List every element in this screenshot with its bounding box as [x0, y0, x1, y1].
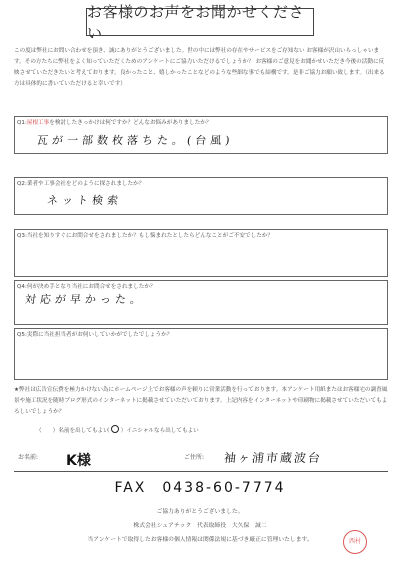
footer-company: 株式会社シェアテック 代表取締役 大久保 誠二 [133, 523, 267, 529]
question-1-box [14, 116, 388, 154]
question-4-prefix: Q4: [17, 284, 27, 290]
name-label: お名前: [18, 454, 39, 461]
page-title-text: お客様のお声をお聞かせください [87, 3, 305, 42]
fax-number: FAX 0438-60-7774 [114, 480, 286, 496]
question-5-label [17, 330, 172, 338]
address-label: ご住所: [184, 454, 205, 461]
publication-notice [14, 385, 388, 418]
page-title [86, 3, 314, 42]
question-1-highlight: 屋根工事 [26, 120, 50, 126]
name-value: K様 [66, 453, 91, 469]
question-4-answer: 対応が早かった。 [24, 293, 146, 306]
question-4-label [17, 282, 156, 290]
seal-stamp-text: 西村 [348, 538, 361, 545]
question-4-box [14, 280, 388, 325]
question-5-box [14, 328, 388, 380]
question-2-box [14, 177, 388, 215]
question-3-text: 当社を知りすぐにお問合せをされましたか？もし悩まれたとしたらどんなことがご不安でしたか？ [26, 233, 273, 239]
option-name-permission[interactable]: （ ）名前を出してもよい [36, 428, 109, 434]
question-5-text: 実際に当社担当者がお伺いしていかがでしたでしょうか？ [26, 332, 173, 338]
question-1-answer: 瓦が一部数枚落ちた。(台風) [36, 134, 235, 147]
question-3-box [14, 229, 388, 277]
question-3-label [17, 231, 273, 239]
seal-stamp [343, 530, 367, 554]
footer-thanks: ご協力ありがとうございました。 [156, 509, 244, 515]
question-2-prefix: Q2: [17, 181, 27, 187]
customer-info-row [14, 450, 388, 472]
intro-text [14, 46, 388, 90]
question-2-text: 業者や工事会社をどのように探されましたか？ [26, 181, 145, 187]
address-value: 袖ヶ浦市蔵波台 [223, 451, 323, 465]
permission-options [14, 426, 388, 438]
option-initial-permission[interactable]: （ ）イニシャルなら出してもよい [104, 428, 199, 434]
question-1-text: を検討したきっかけは何ですか？どんなお悩みがありましたか？ [49, 120, 212, 126]
circle-check-mark [111, 425, 119, 433]
publication-notice-text: ★弊社は広告宣伝費を極力かけない為にホームページ上でお客様の声を頼りに営業活動を行っております。本アンケート用紙またはお客様宅の調査風景や施工状況を随時ブログ形式のインターネットに掲載させていただいております。上記内容をインターネットや印刷物に掲載させていただいてもよろしいでしょうか？ [14, 387, 388, 415]
question-2-answer: ネット検索 [46, 194, 123, 207]
question-5-prefix: Q5: [17, 332, 27, 338]
intro-paragraph: この度は弊社にお問い合わせを頂き、誠にありがとうございました。世の中には弊社の存在やサービスをご存知ない お客様が沢山いらっしゃいます。その方たちに弊社をよく知っていただくためのアンケートにご協力いただけるでしょうか？ お客様のご意見をお聞かせいただき今後の活動に反映させていただきたいと考えております。良かったこと、嬉しかったことなどのような些細な事でも結構です。是非ご協力お願い致します。（出来る方は具体的に書いていただけると幸いです） [14, 48, 385, 87]
question-2-label [17, 179, 144, 187]
question-4-text: 何が決め手となり当社にお問合せをされましたか？ [26, 284, 156, 290]
question-3-prefix: Q3: [17, 233, 27, 239]
question-1-label [17, 118, 211, 126]
footer-privacy: 当アンケートで取得したお客様の個人情報は関係法規に基づき厳正に管理いたします。 [87, 537, 313, 543]
question-1-prefix: Q1: [17, 120, 27, 126]
